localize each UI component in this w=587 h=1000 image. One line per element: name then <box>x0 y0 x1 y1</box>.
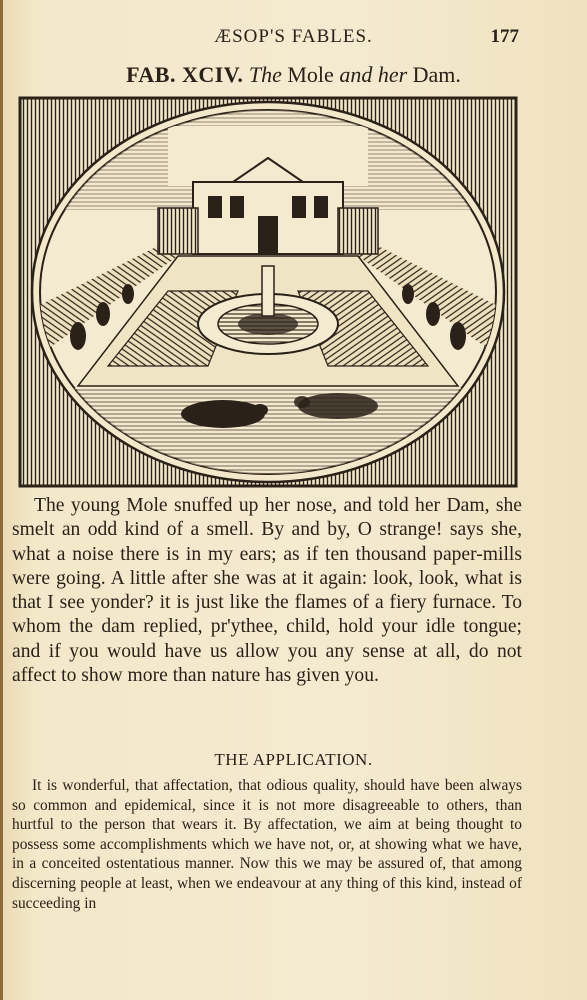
page-spine-edge <box>0 0 3 1000</box>
fable-title-word-4: Dam. <box>412 62 461 87</box>
running-head <box>0 24 587 52</box>
fable-title-word-1: The <box>248 62 282 87</box>
application-heading: THE APPLICATION. <box>214 750 373 769</box>
fable-number: FAB. XCIV. <box>126 62 244 87</box>
fable-title-word-2: Mole <box>287 62 334 87</box>
fable-body-text: The young Mole snuffed up her nose, and told her Dam, she smelt an odd kind of a smell. By and by, O strange! says she, what a noise there is in my ears; as if ten thousand paper-mills were going. A little after she was at it again: look, look, what is that I see yonder? it is just like the flames of a fiery furnace. To whom the dam replied, pr'ythee, child, hold your idle tongue; and if you would have us allow you any sense at all, do not affect to show more than nature has given you. <box>12 495 522 687</box>
fable-title-word-3: and her <box>339 62 408 87</box>
page-number: 177 <box>490 26 519 47</box>
running-title: ÆSOP'S FABLES. <box>214 26 373 47</box>
woodcut-garden-image <box>18 96 518 488</box>
fable-title <box>0 62 587 88</box>
woodcut-illustration <box>18 96 518 488</box>
application-text: It is wonderful, that affectation, that odious quality, should have been always so common and epidemical, since it is not more disagreeable to others, than hurtful to the person that wears it. By affectation, we aim at being thought to possess some accomplishments which we have not, or, at showing what we have, in a conceited ostentatious manner. Now this we may be assured of, that among discerning people at least, when we endeavour at any thing of this kind, instead of succeeding in <box>12 777 522 912</box>
